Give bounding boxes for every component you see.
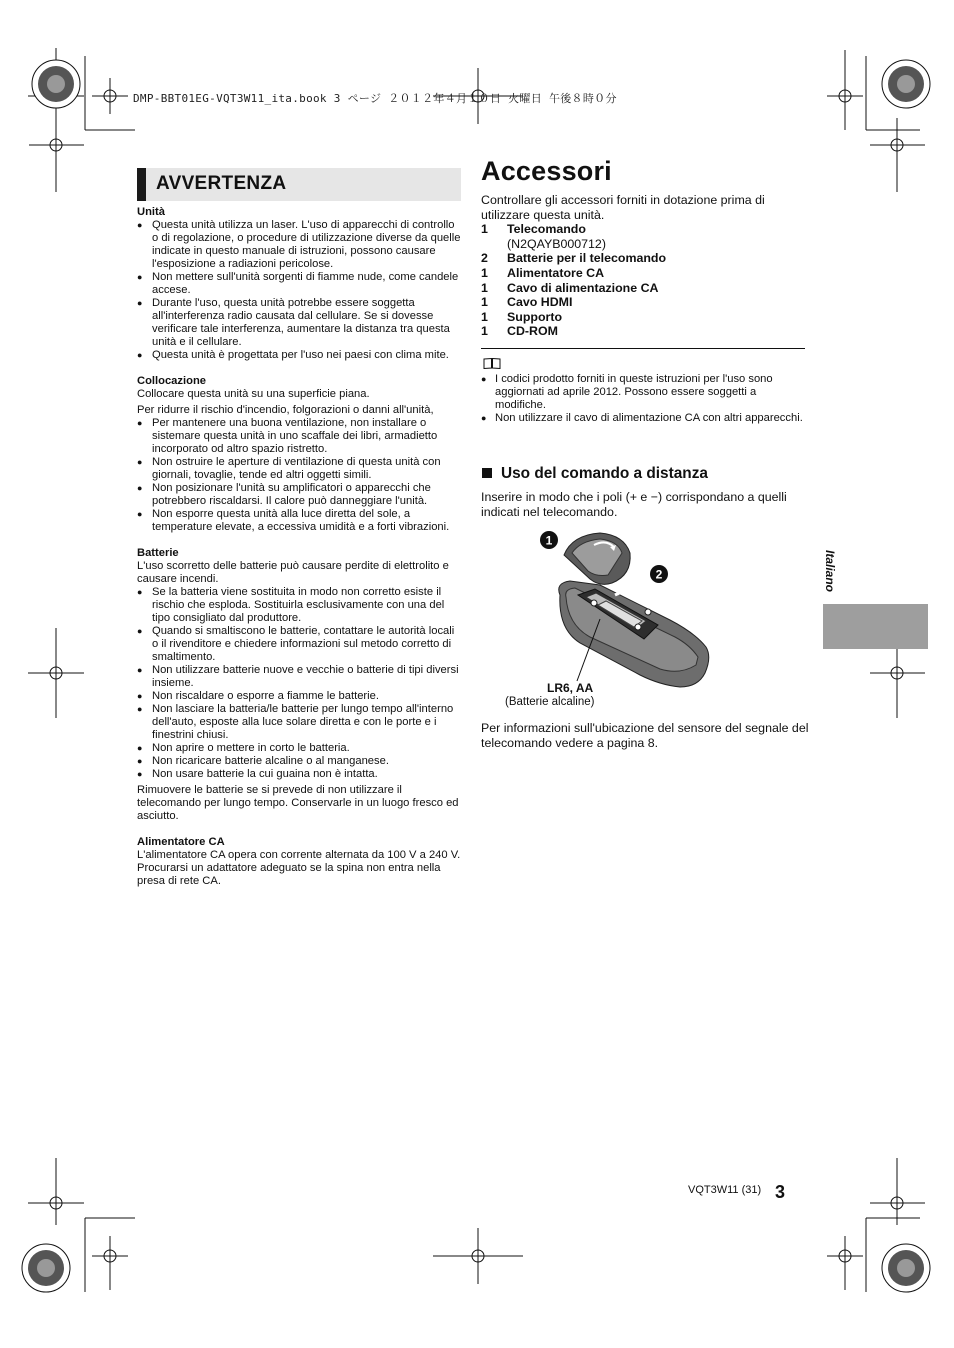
collocazione-text: Collocare questa unità su una superficie piana. xyxy=(137,388,370,400)
item-name: Cavo di alimentazione CA xyxy=(507,280,659,295)
collocazione-text: Per ridurre il rischio d'incendio, folgorazioni o danni all'unità, xyxy=(137,404,434,416)
item-qty: 1 xyxy=(481,265,488,280)
list-item: ● Per mantenere una buona ventilazione, non installare o sistemare questa unità in uno scaffale dei libri, armadietto incorporato od altro spazio ristretto. xyxy=(137,417,461,456)
list-item xyxy=(481,266,805,281)
accessori-title: Accessori xyxy=(481,156,612,186)
alimentatore-text: Procurarsi un adattatore adeguato se la spina non entra nella presa di rete CA. xyxy=(137,862,441,887)
divider xyxy=(481,348,805,349)
collocazione-list xyxy=(137,417,461,534)
list-item: ● Non usare batterie la cui guaina non è intatta. xyxy=(137,768,461,781)
language-tab-block xyxy=(823,604,928,649)
list-item xyxy=(481,281,805,296)
list-item: ● I codici prodotto forniti in queste istruzioni per l'uso sono aggiornati ad aprile 2012. Possono essere soggetti a modifiche. xyxy=(481,373,805,412)
batterie-list xyxy=(137,586,461,781)
list-item xyxy=(481,310,805,325)
list-item: ● Non utilizzare il cavo di alimentazione CA con altri apparecchi. xyxy=(481,412,805,425)
batterie-heading: Batterie xyxy=(137,547,179,559)
item-qty: 1 xyxy=(481,280,488,295)
battery-type-label: LR6, AA xyxy=(547,681,594,695)
battery-caption: (Batterie alcaline) xyxy=(505,696,595,708)
item-name: CD-ROM xyxy=(507,324,558,339)
list-item xyxy=(481,324,805,339)
square-bullet-icon xyxy=(482,468,492,478)
alimentatore-heading: Alimentatore CA xyxy=(137,836,225,848)
notes-list xyxy=(481,373,805,425)
list-item: ● Non riscaldare o esporre a fiamme le batterie. xyxy=(137,690,461,703)
list-item xyxy=(481,251,805,266)
book-header-line: DMP-BBT01EG-VQT3W11_ita.book 3 ページ ２０１２年４月１０日 火曜日 午後８時０分 xyxy=(133,92,617,105)
step-2-marker xyxy=(650,565,668,583)
list-item: ● Non utilizzare batterie nuove e vecchie o batterie di tipi diversi insieme. xyxy=(137,664,461,690)
item-name: Batterie per il telecomando xyxy=(507,251,667,266)
item-code: (N2QAYB000712) xyxy=(507,236,606,251)
item-name: Supporto xyxy=(507,309,563,324)
accessori-list xyxy=(481,222,805,339)
language-tab xyxy=(818,550,838,610)
list-item: ● Non ricaricare batterie alcaline o al manganese. xyxy=(137,755,461,768)
alimentatore-text: L'alimentatore CA opera con corrente alternata da 100 V a 240 V. xyxy=(137,849,461,861)
list-item: ● Questa unità è progettata per l'uso nei paesi con clima mite. xyxy=(137,349,461,362)
avvertenza-body xyxy=(137,206,461,888)
step-2-label: 2 xyxy=(655,567,663,582)
language-label: Italiano xyxy=(823,550,837,593)
list-item: ● Questa unità utilizza un laser. L'uso di apparecchi di controllo o di regolazione, o procedure di utilizzazione diverse da quelle indicate in questo manuale di istruzioni, possono causare l'esposizione a radiazioni pericolose. xyxy=(137,219,461,271)
item-qty: 1 xyxy=(481,324,488,339)
item-qty: 1 xyxy=(481,295,488,310)
item-qty: 1 xyxy=(481,222,488,237)
list-item: ● Non lasciare la batteria/le batterie per lungo tempo all'interno dell'auto, esposte alla luce solare diretta e con le porte e i finestrini chiusi. xyxy=(137,703,461,742)
remote-battery-illustration xyxy=(520,525,720,695)
list-item: ● Non mettere sull'unità sorgenti di fiamme nude, come candele accese. xyxy=(137,271,461,297)
step-1-marker xyxy=(540,531,558,549)
list-item: ● Non ostruire le aperture di ventilazione di questa unità con giornali, tovaglie, tende ed altri oggetti simili. xyxy=(137,456,461,482)
item-name: Cavo HDMI xyxy=(507,295,573,310)
item-qty: 1 xyxy=(481,309,488,324)
uso-title: Uso del comando a distanza xyxy=(501,465,708,482)
step-1-label: 1 xyxy=(545,533,553,548)
list-item: ● Se la batteria viene sostituita in modo non corretto esiste il rischio che esploda. Sostituirla esclusivamente con una del tipo consigliato dal produttore. xyxy=(137,586,461,625)
page-number: 3 xyxy=(775,1182,786,1202)
avvertenza-title: AVVERTENZA xyxy=(156,173,287,194)
sensor-info-text: Per informazioni sull'ubicazione del sensore del segnale del telecomando vedere a pagina 8. xyxy=(481,721,809,750)
list-item: ● Non esporre questa unità alla luce diretta del sole, a temperature elevate, a eccessiva umidità e a forti vibrazioni. xyxy=(137,508,461,534)
item-name: Alimentatore CA xyxy=(507,265,605,280)
book-note-icon xyxy=(483,357,501,369)
uso-heading xyxy=(482,465,708,483)
list-item xyxy=(481,237,805,252)
list-item xyxy=(481,222,805,237)
item-qty: 2 xyxy=(481,251,488,266)
uso-text: Inserire in modo che i poli (+ e −) corrispondano a quelli indicati nel telecomando. xyxy=(481,490,787,519)
footer-code: VQT3W11 (31) xyxy=(688,1184,762,1196)
collocazione-heading: Collocazione xyxy=(137,375,206,387)
accessori-body xyxy=(481,193,805,339)
list-item xyxy=(481,295,805,310)
accessori-intro: Controllare gli accessori forniti in dotazione prima di utilizzare questa unità. xyxy=(481,193,765,222)
avvertenza-bar xyxy=(137,168,146,201)
item-name: Telecomando xyxy=(507,222,586,237)
batterie-text: L'uso scorretto delle batterie può causare perdite di elettrolito e causare incendi. xyxy=(137,560,449,585)
unita-list xyxy=(137,219,461,362)
list-item: ● Durante l'uso, questa unità potrebbe essere soggetta all'interferenza radio causata dal cellulare. Se si dovesse verificare tale interferenza, aumentare la distanza tra questa unità e il cellulare. xyxy=(137,297,461,349)
notes xyxy=(481,373,805,425)
list-item: ● Non posizionare l'unità su amplificatori o apparecchi che potrebbero riscaldarsi. Il calore può danneggiare l'unità. xyxy=(137,482,461,508)
list-item: ● Non aprire o mettere in corto le batteria. xyxy=(137,742,461,755)
unita-heading: Unità xyxy=(137,206,165,218)
list-item: ● Quando si smaltiscono le batterie, contattare le autorità locali o il rivenditore e chiedere informazioni sul metodo corretto di smaltimento. xyxy=(137,625,461,664)
batterie-text: Rimuovere le batterie se si prevede di non utilizzare il telecomando per lungo tempo. Conservarle in un luogo fresco ed asciutto. xyxy=(137,784,459,822)
